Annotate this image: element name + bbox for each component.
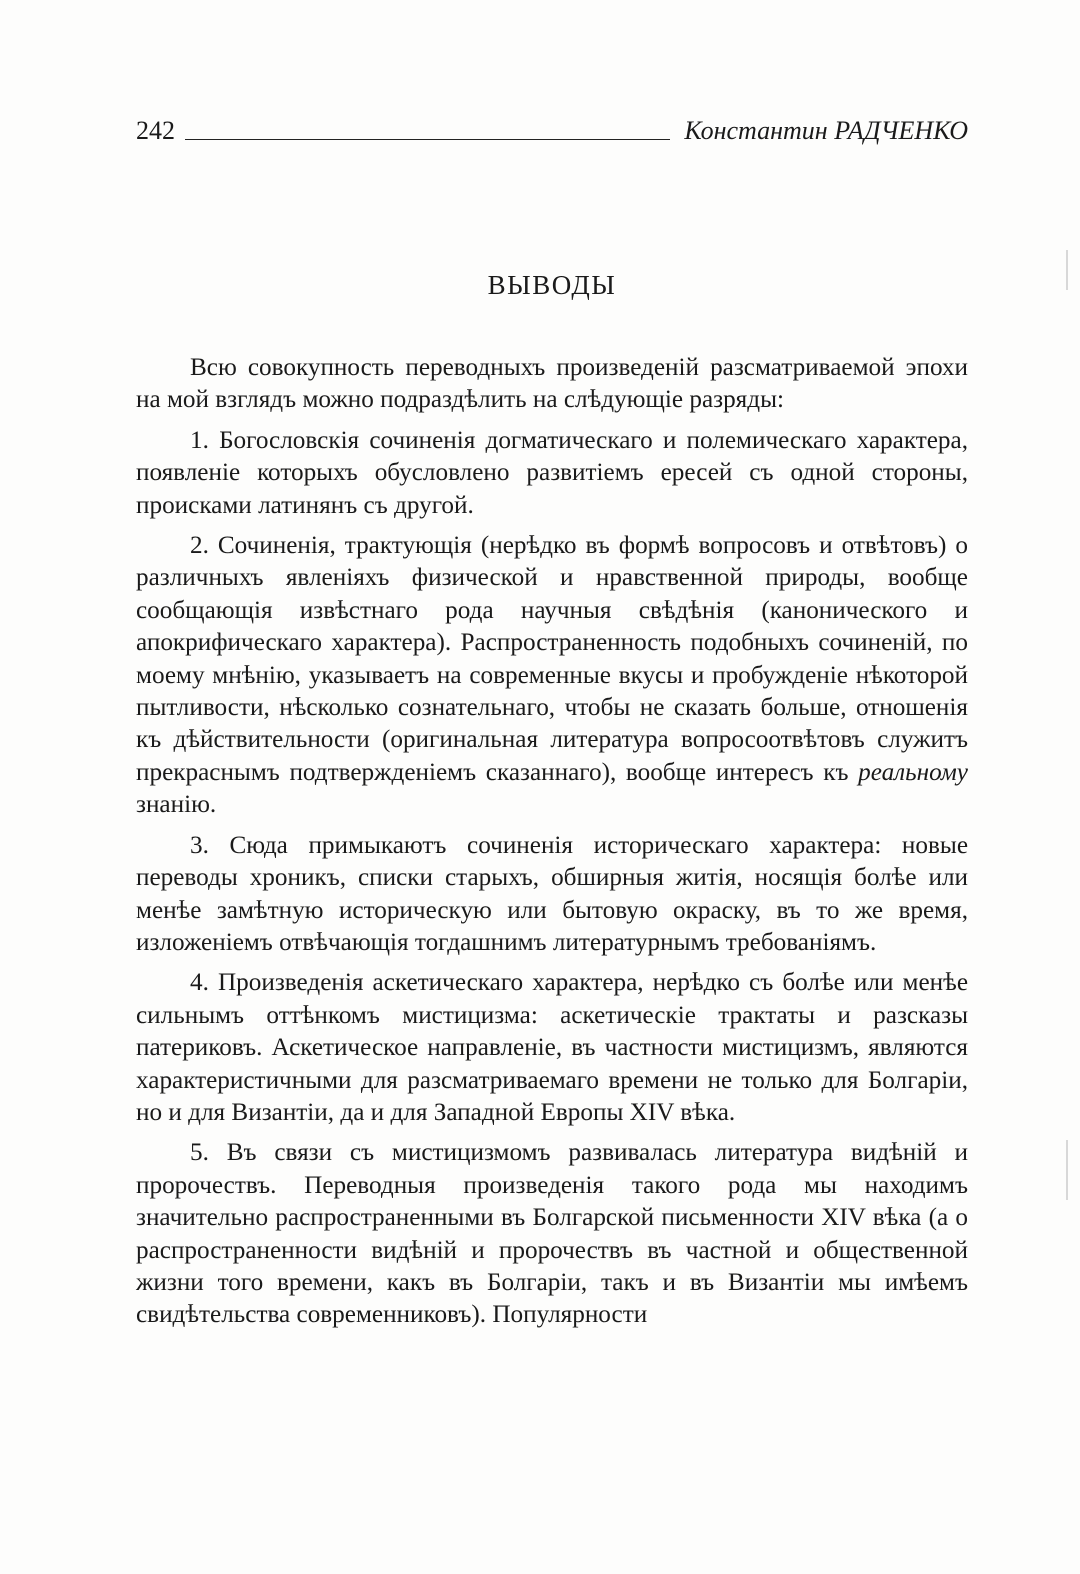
paragraph-intro: Всю совокупность переводныхъ произведенiй разсматриваемой эпохи на мой взглядъ можно подраздѣлить на слѣдующiе разряды: — [136, 354, 968, 414]
running-title: Константин РАДЧЕНКО — [684, 116, 968, 145]
paragraph-1: 1. Богословскiя сочиненiя догматическаго и полемическаго характера, появленiе которыхъ обусловлено развитiемъ ересей съ одной стороны, происками латинянъ съ другой. — [136, 426, 968, 519]
paragraph-2-end: знанiю. — [136, 791, 217, 819]
paragraph-4: 4. Произведенiя аскетическаго характера, нерѣдко съ болѣе или менѣе сильнымъ оттѣнкомъ мистицизма: аскетическiе трактаты и разсказы патериковъ. Аскетическое направленiе, въ частности мистицизмъ, являются характеристичными для разсматриваемаго времени не только для Болгарiи, но и для Византiи, да и для Западной Европы XIV вѣка. — [136, 969, 968, 1126]
paragraph-5: 5. Въ связи съ мистицизмомъ развивалась литература видѣнiй и пророчествъ. Переводныя произведенiя такого рода мы находимъ значительно распространенными въ Болгарской письменности XIV вѣка (а о распространенности видѣнiй и пророчествъ въ частной и общественной жизни того времени, какъ въ Болгарiи, такъ и въ Византiи мы имѣемъ свидѣтельства современниковъ). Популярности — [136, 1139, 968, 1329]
header-rule — [185, 139, 670, 140]
body-text — [136, 352, 968, 1340]
scan-edge-mark — [1066, 250, 1068, 290]
page-number: 242 — [136, 116, 175, 145]
section-title: ВЫВОДЫ — [487, 270, 617, 300]
paragraph-2 — [136, 530, 968, 822]
running-header — [136, 112, 968, 146]
scan-edge-mark — [1066, 1140, 1068, 1200]
paragraph-3: 3. Сюда примыкаютъ сочиненiя историческаго характера: новые переводы хроникъ, списки старыхъ, обширныя житiя, носящiя болѣе или менѣе замѣтную историческую или бытовую окраску, въ то же время, изложенiемъ отвѣчающiя тогдашнимъ литературнымъ требованiямъ. — [136, 831, 968, 956]
paragraph-2-text: 2. Сочиненiя, трактующiя (нерѣдко въ формѣ вопросовъ и отвѣтовъ) о различныхъ явленiяхъ физической и нравственной природы, вообще сообщающiя извѣстнаго рода научныя свѣдѣнiя (канонического и апокрифическаго характера). Распространенность подобныхъ сочиненiй, по моему мнѣнiю, указываетъ на современные вкусы и пробужденiе нѣкоторой пытливости, нѣсколько сознательнаго, чтобы не сказать больше, отношенiя къ дѣйствительности (оригинальная литература вопросоотвѣтовъ служитъ прекраснымъ подтвержденiемъ сказаннаго), вообще интересъ къ — [136, 532, 968, 786]
paragraph-2-italic: реальному — [858, 758, 968, 786]
